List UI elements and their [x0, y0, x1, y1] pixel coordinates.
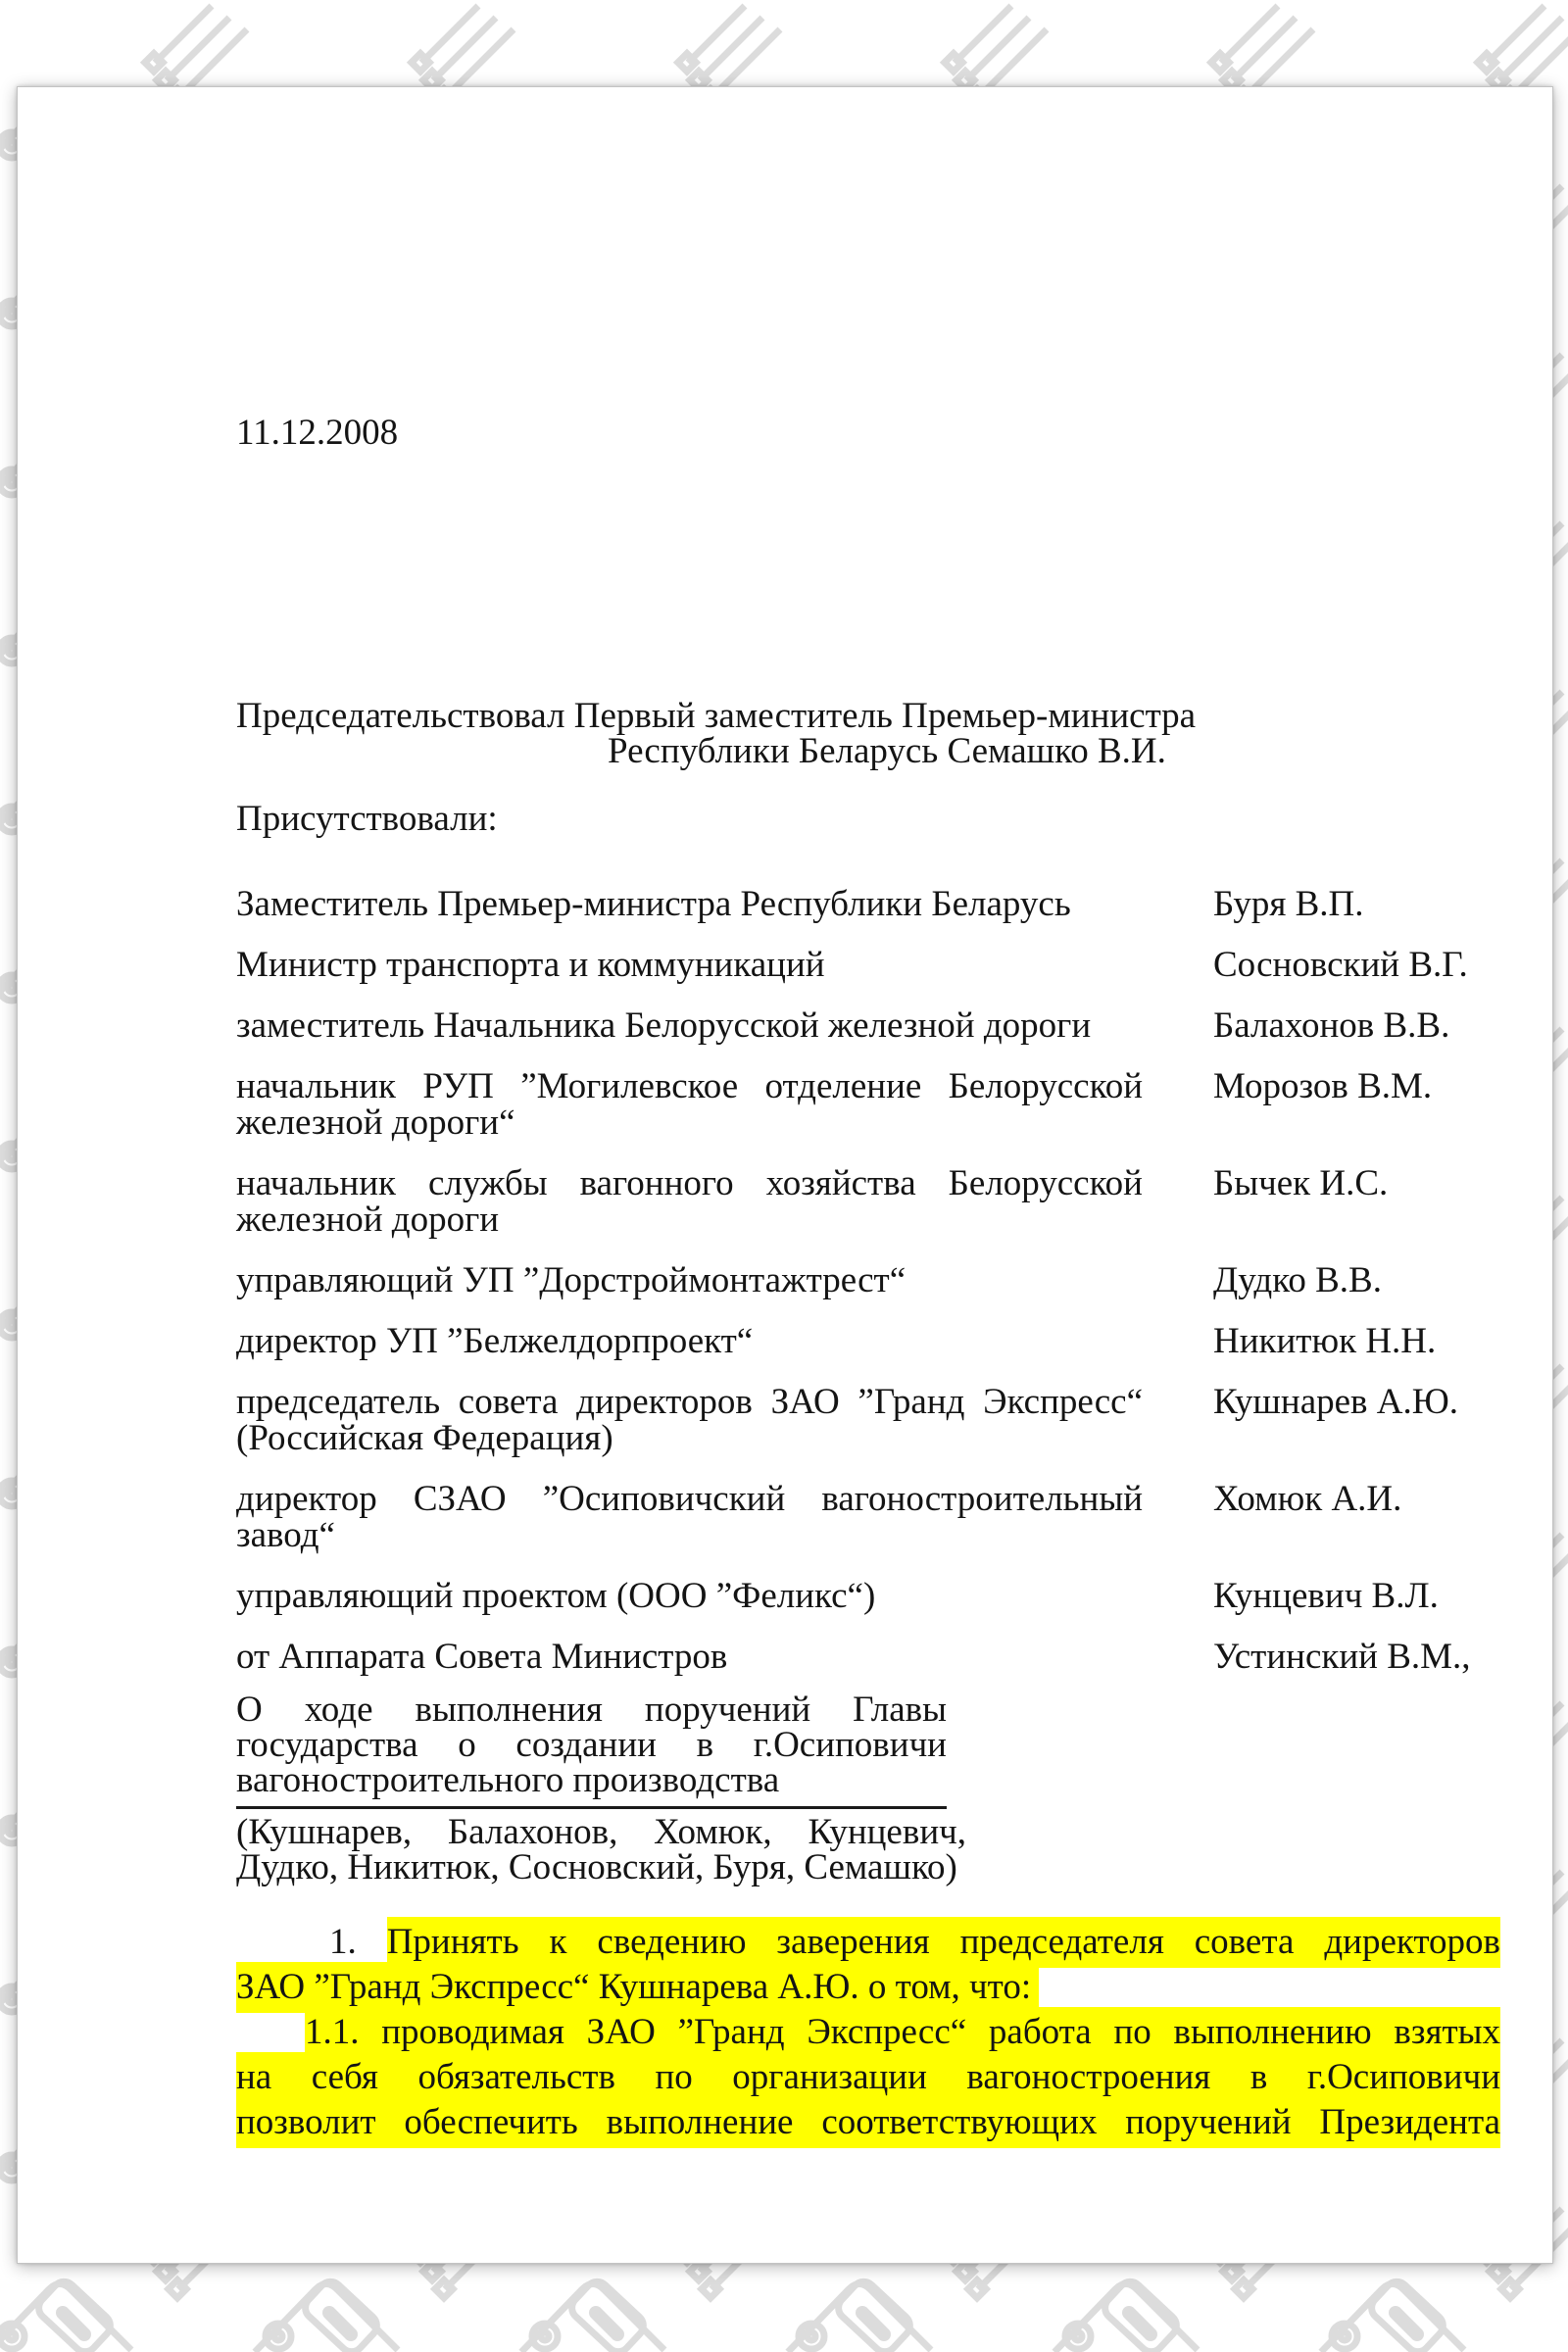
highlighted-text: 1.1. проводимая ЗАО ”Гранд Экспресс“ работа по выполнению взятых	[305, 2007, 1500, 2058]
attendee-name: Бычек И.С.	[1213, 1163, 1389, 1203]
attendees-heading: Присутствовали:	[236, 799, 498, 839]
attendee-role: Министр транспорта и коммуникаций	[236, 945, 825, 985]
attendee-role: Заместитель Премьер-министра Республики Беларусь	[236, 884, 1071, 924]
highlighted-text: на себя обязательств по организации вагоностроения в г.Осиповичи	[236, 2052, 1500, 2103]
subject-block	[236, 1692, 971, 1886]
attendee-row	[236, 1007, 1500, 1044]
attendee-name: Дудко В.В.	[1213, 1260, 1382, 1300]
document-date: 11.12.2008	[236, 413, 399, 453]
resolution-item-1-line-2	[236, 1965, 1500, 2010]
attendee-name: Сосновский В.Г.	[1213, 945, 1468, 985]
attendee-role: директор УП ”Белжелдорпроект“	[236, 1321, 754, 1361]
attendee-row	[236, 1578, 1500, 1614]
highlighted-text: Принять к сведению заверения председателя совета директоров	[387, 1917, 1500, 1968]
attendee-name: Кушнарев А.Ю.	[1213, 1382, 1459, 1422]
resolution-item-1-1-line-2	[236, 2055, 1500, 2100]
attendee-name: Никитюк Н.Н.	[1213, 1321, 1437, 1361]
attendee-row	[236, 1481, 1500, 1553]
item-number: 1.	[329, 1922, 357, 1962]
attendee-row	[236, 1068, 1500, 1141]
resolution-item-1-line-1	[236, 1920, 1500, 1965]
attendee-role: председатель совета директоров ЗАО ”Гранд Экспресс“ (Российская Федерация)	[236, 1382, 1143, 1458]
attendee-name: Буря В.П.	[1213, 884, 1364, 924]
attendee-row	[236, 1262, 1500, 1298]
subject-paragraph: О ходе выполнения поручений Главы государства о создании в г.Осиповичи вагоностроительного производства	[236, 1692, 947, 1809]
attendee-role: директор СЗАО ”Осиповичский вагоностроительный завод“	[236, 1479, 1143, 1555]
attendees-list	[236, 886, 1500, 1699]
speakers-paragraph: (Кушнарев, Балахонов, Хомюк, Кунцевич, Дудко, Никитюк, Сосновский, Буря, Семашко)	[236, 1812, 966, 1887]
attendee-role: управляющий УП ”Дорстроймонтажтрест“	[236, 1260, 906, 1300]
attendee-row	[236, 1639, 1500, 1675]
attendee-name: Устинский В.М.,	[1213, 1637, 1471, 1677]
attendee-role: начальник службы вагонного хозяйства Белорусской железной дороги	[236, 1163, 1143, 1240]
resolution-item-1-1-line-3	[236, 2100, 1500, 2145]
attendee-role: управляющий проектом (ООО ”Феликс“)	[236, 1576, 876, 1616]
document-page	[17, 86, 1553, 2264]
resolution-item-1-1-line-1	[236, 2010, 1500, 2055]
attendee-name: Хомюк А.И.	[1213, 1479, 1402, 1519]
attendee-role: от Аппарата Совета Министров	[236, 1637, 728, 1677]
highlighted-text: ЗАО ”Гранд Экспресс“ Кушнарева А.Ю. о том, что:	[236, 1962, 1039, 2013]
attendee-name: Кунцевич В.Л.	[1213, 1576, 1439, 1616]
attendee-name: Морозов В.М.	[1213, 1066, 1433, 1106]
highlighted-text: позволит обеспечить выполнение соответствующих поручений Президента	[236, 2097, 1500, 2148]
resolution-section	[236, 1920, 1500, 2145]
attendee-row	[236, 1165, 1500, 1238]
attendee-row	[236, 886, 1500, 922]
chairman-line-1: Председательствовал Первый заместитель Премьер-министра	[236, 696, 1197, 736]
chairman-paragraph	[236, 696, 1324, 771]
attendee-row	[236, 1323, 1500, 1359]
chairman-line-2: Республики Беларусь Семашко В.И.	[608, 731, 1166, 771]
attendee-row	[236, 947, 1500, 983]
attendee-role: заместитель Начальника Белорусской железной дороги	[236, 1005, 1092, 1046]
attendee-name: Балахонов В.В.	[1213, 1005, 1450, 1046]
attendee-row	[236, 1384, 1500, 1456]
attendee-role: начальник РУП ”Могилевское отделение Белорусской железной дороги“	[236, 1066, 1143, 1143]
